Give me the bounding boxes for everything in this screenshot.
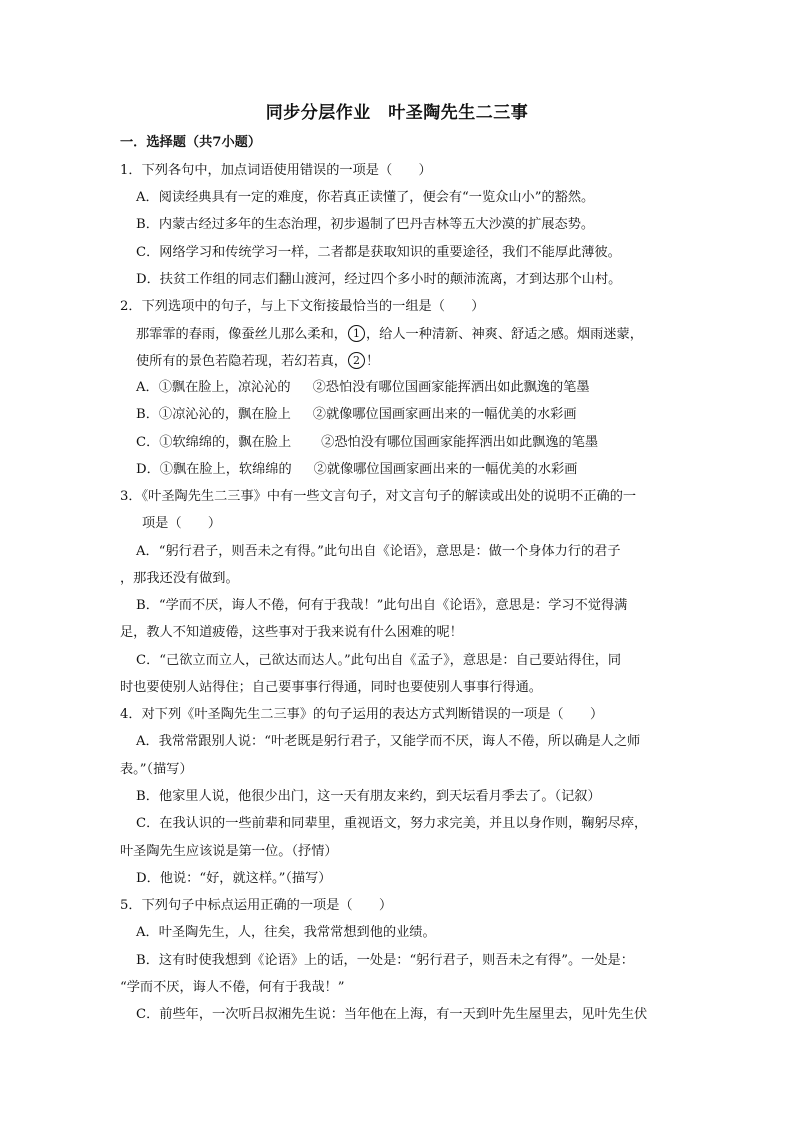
- question-1-option-c: C．网络学习和传统学习一样，二者都是获取知识的重要途径，我们不能厚此薄彼。: [136, 245, 621, 260]
- question-2-option-a: A．①飘在脸上，凉沁沁的 ②恐怕没有哪位国画家能挥洒出如此飘逸的笔墨: [136, 380, 590, 395]
- blank-marker-1: 1: [348, 325, 365, 342]
- question-2-option-b: B．①凉沁沁的，飘在脸上 ②就像哪位国画家画出来的一幅优美的水彩画: [136, 407, 577, 422]
- question-2-passage-line-1: [136, 325, 643, 344]
- question-5-option-b: B．这有时使我想到《论语》上的话，一处是：“躬行君子，则吾未之有得”。一处是：: [136, 953, 634, 968]
- passage-text: 使所有的景色若隐若现，若幻若真，: [136, 354, 347, 369]
- section-heading: 一．选择题（共7小题）: [120, 135, 262, 150]
- question-4-option-a: A．我常常跟别人说：“叶老既是躬行君子，又能学而不厌，诲人不倦，所以确是人之师: [136, 734, 641, 749]
- question-3-stem-cont: 项是（ ）: [142, 516, 222, 531]
- passage-text: ！: [366, 354, 380, 369]
- question-3-option-a: A．“躬行君子，则吾未之有得。”此句出自《论语》，意思是：做一个身体力行的君子: [136, 544, 621, 559]
- question-4-option-a-cont: 表。”（描写）: [120, 762, 193, 777]
- question-4-stem: 4．对下列《叶圣陶先生二三事》的句子运用的表达方式判断错误的一项是（ ）: [120, 707, 604, 722]
- question-5-option-a: A．叶圣陶先生，人，往矣，我常常想到他的业绩。: [136, 925, 436, 940]
- question-4-option-d: D．他说：“好，就这样。”（描写）: [136, 871, 332, 886]
- question-1-option-a: A．阅读经典具有一定的难度，你若真正读懂了，便会有“一览众山小”的豁然。: [136, 190, 595, 205]
- blank-marker-2: 2: [348, 352, 365, 369]
- question-4-option-c: C．在我认识的一些前辈和同辈里，重视语文，努力求完美，并且以身作则，鞠躬尽瘁，: [136, 816, 648, 831]
- question-5-stem: 5．下列句子中标点运用正确的一项是（ ）: [120, 898, 393, 913]
- question-3-option-b-cont: 足，教人不知道疲倦，这些事对于我来说有什么困难的呢！: [120, 625, 463, 640]
- question-3-option-c-cont: 时也要使别人站得住；自己要事事行得通，同时也要使别人事事行得通。: [120, 680, 542, 695]
- question-1-option-d: D．扶贫工作组的同志们翻山渡河，经过四个多小时的颠沛流离，才到达那个山村。: [136, 272, 622, 287]
- passage-text: 那霏霏的春雨，像蚕丝儿那么柔和，: [136, 327, 347, 342]
- question-3-stem: 3．《叶圣陶先生二三事》中有一些文言句子，对文言句子的解读或出处的说明不正确的一: [120, 489, 637, 504]
- question-3-option-a-cont: ，那我还没有做到。: [120, 571, 239, 586]
- question-2-option-d: D．①飘在脸上，软绵绵的 ②就像哪位国画家画出来的一幅优美的水彩画: [136, 462, 578, 477]
- question-3-option-c: C．“己欲立而立人，己欲达而达人。”此句出自《孟子》，意思是：自己要站得住，同: [136, 653, 622, 668]
- question-3-option-b: B．“学而不厌，诲人不倦，何有于我哉！”此句出自《论语》，意思是：学习不觉得满: [136, 598, 628, 613]
- question-5-option-b-cont: “学而不厌，诲人不倦，何有于我哉！”: [120, 980, 345, 995]
- question-4-option-b: B．他家里人说，他很少出门，这一天有朋友来约，到天坛看月季去了。（记叙）: [136, 789, 601, 804]
- question-1-option-b: B．内蒙古经过多年的生态治理，初步遏制了巴丹吉林等五大沙漠的扩展态势。: [136, 217, 595, 232]
- question-1-stem: 1．下列各句中，加点词语使用错误的一项是（ ）: [120, 163, 432, 178]
- question-2-passage-line-2: [136, 352, 379, 371]
- question-2-stem: 2．下列选项中的句子，与上下文衔接最恰当的一组是（ ）: [120, 299, 485, 314]
- page-title: 同步分层作业 叶圣陶先生二三事: [265, 103, 529, 123]
- question-5-option-c: C．前些年，一次听吕叔湘先生说：当年他在上海，有一天到叶先生屋里去，见叶先生伏: [136, 1007, 648, 1022]
- question-2-option-c: C．①软绵绵的，飘在脸上 ②恐怕没有哪位国画家能挥洒出如此飘逸的笔墨: [136, 435, 599, 450]
- passage-text: ，给人一种清新、神爽、舒适之感。烟雨迷蒙，: [366, 327, 643, 342]
- question-4-option-c-cont: 叶圣陶先生应该说是第一位。（抒情）: [120, 844, 338, 859]
